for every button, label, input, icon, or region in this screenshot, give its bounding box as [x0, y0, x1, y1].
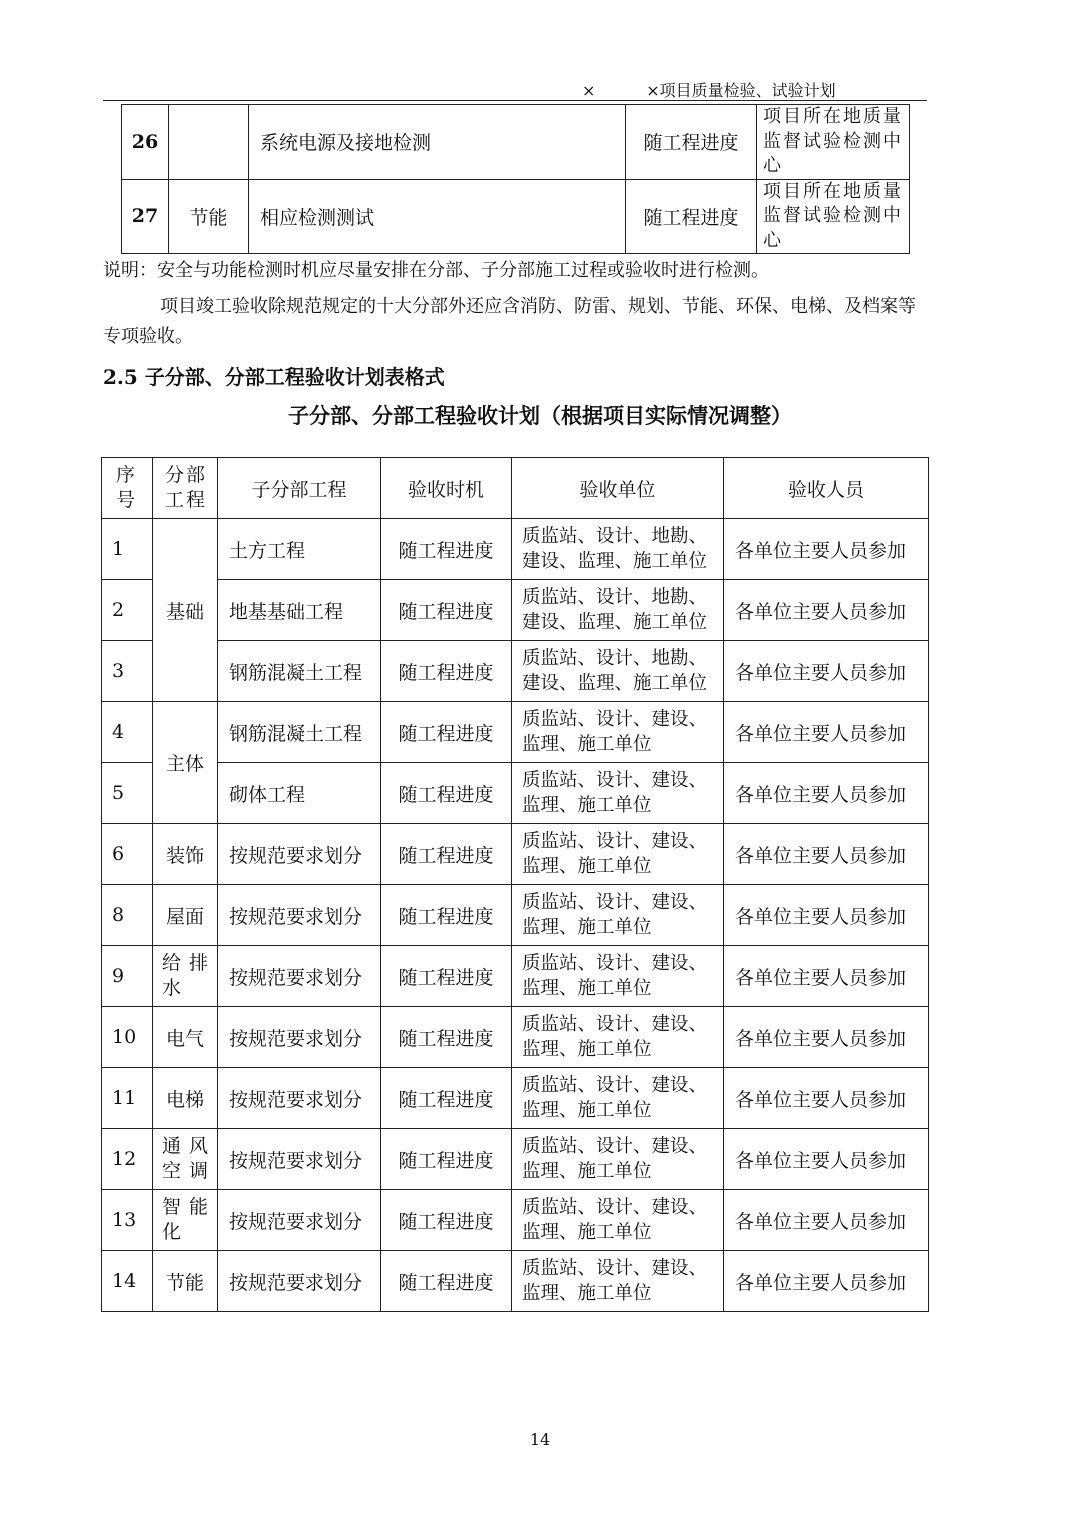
row-people: 各单位主要人员参加 [724, 946, 929, 1007]
row-units: 质监站、设计、建设、 监理、施工单位 [512, 763, 724, 824]
body-paragraph: 项目竣工验收除规范规定的十大分部外还应含消防、防雷、规划、节能、环保、电梯、及档案等专项验收。 [103, 296, 916, 347]
row-item: 系统电源及接地检测 [249, 105, 626, 180]
table-row [102, 702, 929, 763]
row-division: 基础 [153, 519, 218, 702]
header-index: 序 号 [102, 458, 153, 519]
table-row [102, 824, 929, 885]
row-timing: 随工程进度 [381, 885, 512, 946]
row-units: 质监站、设计、建设、 监理、施工单位 [512, 702, 724, 763]
acceptance-plan-table [101, 457, 929, 1312]
row-index: 3 [102, 641, 153, 702]
row-people: 各单位主要人员参加 [724, 824, 929, 885]
table-row [102, 641, 929, 702]
row-index: 1 [102, 519, 153, 580]
row-subdivision: 按规范要求划分 [218, 1129, 381, 1190]
row-timing: 随工程进度 [381, 824, 512, 885]
row-timing: 随工程进度 [381, 580, 512, 641]
row-division: 电梯 [153, 1068, 218, 1129]
header-subdivision: 子分部工程 [218, 458, 381, 519]
row-division: 装饰 [153, 824, 218, 885]
table-row [102, 1129, 929, 1190]
header-rule [103, 100, 927, 101]
row-index: 8 [102, 885, 153, 946]
row-division: 给排 水 [153, 946, 218, 1007]
table-title: 子分部、分部工程验收计划（根据项目实际情况调整） [288, 403, 792, 428]
inspection-table-continued [121, 104, 910, 254]
row-subdivision: 钢筋混凝土工程 [218, 641, 381, 702]
row-timing: 随工程进度 [381, 1007, 512, 1068]
row-index: 10 [102, 1007, 153, 1068]
row-units: 质监站、设计、地勘、 建设、监理、施工单位 [512, 641, 724, 702]
header-division: 分部 工程 [153, 458, 218, 519]
row-subdivision: 按规范要求划分 [218, 1068, 381, 1129]
header-units: 验收单位 [512, 458, 724, 519]
row-people: 各单位主要人员参加 [724, 580, 929, 641]
row-division: 电气 [153, 1007, 218, 1068]
row-division: 智能 化 [153, 1190, 218, 1251]
table-row [102, 885, 929, 946]
row-units: 质监站、设计、地勘、 建设、监理、施工单位 [512, 580, 724, 641]
row-timing: 随工程进度 [381, 702, 512, 763]
table-row [102, 763, 929, 824]
row-subdivision: 按规范要求划分 [218, 1190, 381, 1251]
row-index: 6 [102, 824, 153, 885]
row-subdivision: 地基基础工程 [218, 580, 381, 641]
row-organization: 项目所在地质量监督试验检测中心 [757, 179, 910, 254]
row-people: 各单位主要人员参加 [724, 763, 929, 824]
page-header: × ×项目质量检验、试验计划 [582, 81, 836, 100]
row-index: 2 [102, 580, 153, 641]
row-people: 各单位主要人员参加 [724, 1251, 929, 1312]
row-category [169, 105, 249, 180]
row-index: 14 [102, 1251, 153, 1312]
table-row [102, 519, 929, 580]
row-division: 通风 空调 [153, 1129, 218, 1190]
table-row [122, 105, 910, 180]
table-row [102, 580, 929, 641]
row-division: 节能 [153, 1251, 218, 1312]
row-subdivision: 按规范要求划分 [218, 824, 381, 885]
table-note: 说明：安全与功能检测时机应尽量安排在分部、子分部施工过程或验收时进行检测。 [103, 260, 769, 281]
section-heading: 2.5 子分部、分部工程验收计划表格式 [103, 365, 445, 389]
row-organization: 项目所在地质量监督试验检测中心 [757, 105, 910, 180]
row-units: 质监站、设计、地勘、 建设、监理、施工单位 [512, 519, 724, 580]
row-index: 11 [102, 1068, 153, 1129]
row-units: 质监站、设计、建设、 监理、施工单位 [512, 1251, 724, 1312]
row-index: 4 [102, 702, 153, 763]
table-row [102, 946, 929, 1007]
row-timing: 随工程进度 [381, 1190, 512, 1251]
table-row [102, 1007, 929, 1068]
row-subdivision: 按规范要求划分 [218, 885, 381, 946]
row-division: 屋面 [153, 885, 218, 946]
row-subdivision: 砌体工程 [218, 763, 381, 824]
row-item: 相应检测测试 [249, 179, 626, 254]
table-row [102, 1068, 929, 1129]
row-index: 9 [102, 946, 153, 1007]
row-timing: 随工程进度 [626, 105, 757, 180]
row-subdivision: 按规范要求划分 [218, 946, 381, 1007]
row-index: 12 [102, 1129, 153, 1190]
table-row [122, 179, 910, 254]
row-timing: 随工程进度 [381, 1251, 512, 1312]
row-people: 各单位主要人员参加 [724, 519, 929, 580]
row-subdivision: 土方工程 [218, 519, 381, 580]
row-people: 各单位主要人员参加 [724, 885, 929, 946]
row-timing: 随工程进度 [381, 1129, 512, 1190]
row-subdivision: 按规范要求划分 [218, 1251, 381, 1312]
row-units: 质监站、设计、建设、 监理、施工单位 [512, 1129, 724, 1190]
row-index: 5 [102, 763, 153, 824]
row-people: 各单位主要人员参加 [724, 702, 929, 763]
row-people: 各单位主要人员参加 [724, 1007, 929, 1068]
row-people: 各单位主要人员参加 [724, 1190, 929, 1251]
row-people: 各单位主要人员参加 [724, 1129, 929, 1190]
row-subdivision: 按规范要求划分 [218, 1007, 381, 1068]
row-index: 13 [102, 1190, 153, 1251]
header-people: 验收人员 [724, 458, 929, 519]
header-timing: 验收时机 [381, 458, 512, 519]
table-row [102, 1190, 929, 1251]
row-number: 27 [122, 179, 169, 254]
row-subdivision: 钢筋混凝土工程 [218, 702, 381, 763]
row-division: 主体 [153, 702, 218, 824]
row-timing: 随工程进度 [381, 641, 512, 702]
row-timing: 随工程进度 [381, 946, 512, 1007]
table-header-row [102, 458, 929, 519]
row-people: 各单位主要人员参加 [724, 641, 929, 702]
row-units: 质监站、设计、建设、 监理、施工单位 [512, 885, 724, 946]
row-units: 质监站、设计、建设、 监理、施工单位 [512, 1190, 724, 1251]
table-row [102, 1251, 929, 1312]
row-timing: 随工程进度 [381, 1068, 512, 1129]
row-timing: 随工程进度 [381, 519, 512, 580]
row-timing: 随工程进度 [381, 763, 512, 824]
row-units: 质监站、设计、建设、 监理、施工单位 [512, 946, 724, 1007]
page-number: 14 [529, 1430, 551, 1449]
row-people: 各单位主要人员参加 [724, 1068, 929, 1129]
row-units: 质监站、设计、建设、 监理、施工单位 [512, 1068, 724, 1129]
row-timing: 随工程进度 [626, 179, 757, 254]
row-category: 节能 [169, 179, 249, 254]
row-units: 质监站、设计、建设、 监理、施工单位 [512, 824, 724, 885]
row-number: 26 [122, 105, 169, 180]
row-units: 质监站、设计、建设、 监理、施工单位 [512, 1007, 724, 1068]
